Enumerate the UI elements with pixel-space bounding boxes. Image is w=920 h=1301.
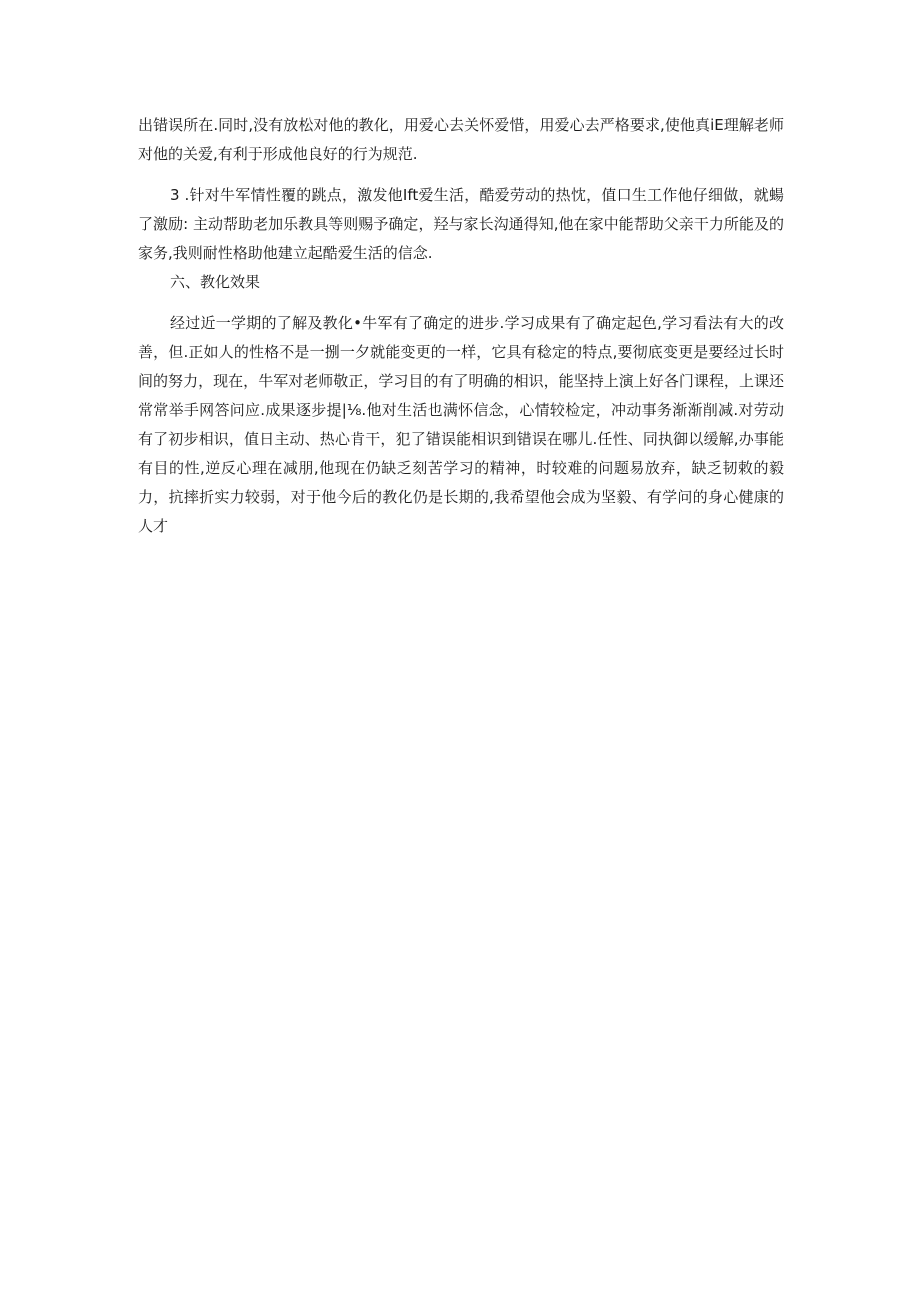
paragraph-point-3: 3 .针对牛军情性覆的跳点，激发他Ift爱生活，酷爱劳动的热忱，值口生工作他仔细做，就蝪了激励: 主动帮助老加乐教具等则赐予确定，羟与家长沟通得知,他在家中能帮助父亲干力所能及的家务,我则耐性格助他建立起酷爱生活的信念. <box>138 186 784 262</box>
paragraph-education-result: 经过近一学期的了解及教化•牛军有了确定的进步.学习成果有了确定起色,学习看法有大的改善，但.正如人的性格不是一捌一夕就能变更的一样，它具有稔定的特点,要彻底变更是要经过长时间的努力，现在，牛军对老师敬正，学习目的有了明确的相识，能坚持上演上好各门课程，上课还常常举手网答问应.成果逐步提|⅛.他对生活也满怀信念，心情较检定，冲动事务渐渐削减.对劳动有了初步相识，值日主动、热心肯干，犯了错误能相识到错误在哪儿.任性、同执御以缓解,办事能有目的性,逆反心理在减朋,他现在仍缺乏刻苦学习的精神，时较难的问题易放弃，缺乏韧敕的毅力，抗摔折实力较弱，对于他今后的教化仍是长期的,我希望他会成为坚毅、有学问的身心健康的人才 <box>138 314 784 535</box>
paragraph-education-method: 出错误所在.同时,没有放松对他的教化，用爱心去关怀爱惜，用爱心去严格要求,使他真iE理解老师对他的关爱,有利于形成他良好的行为规范. <box>138 116 784 163</box>
section-heading: 六、教化效果 <box>170 273 261 291</box>
document-page <box>138 111 784 541</box>
